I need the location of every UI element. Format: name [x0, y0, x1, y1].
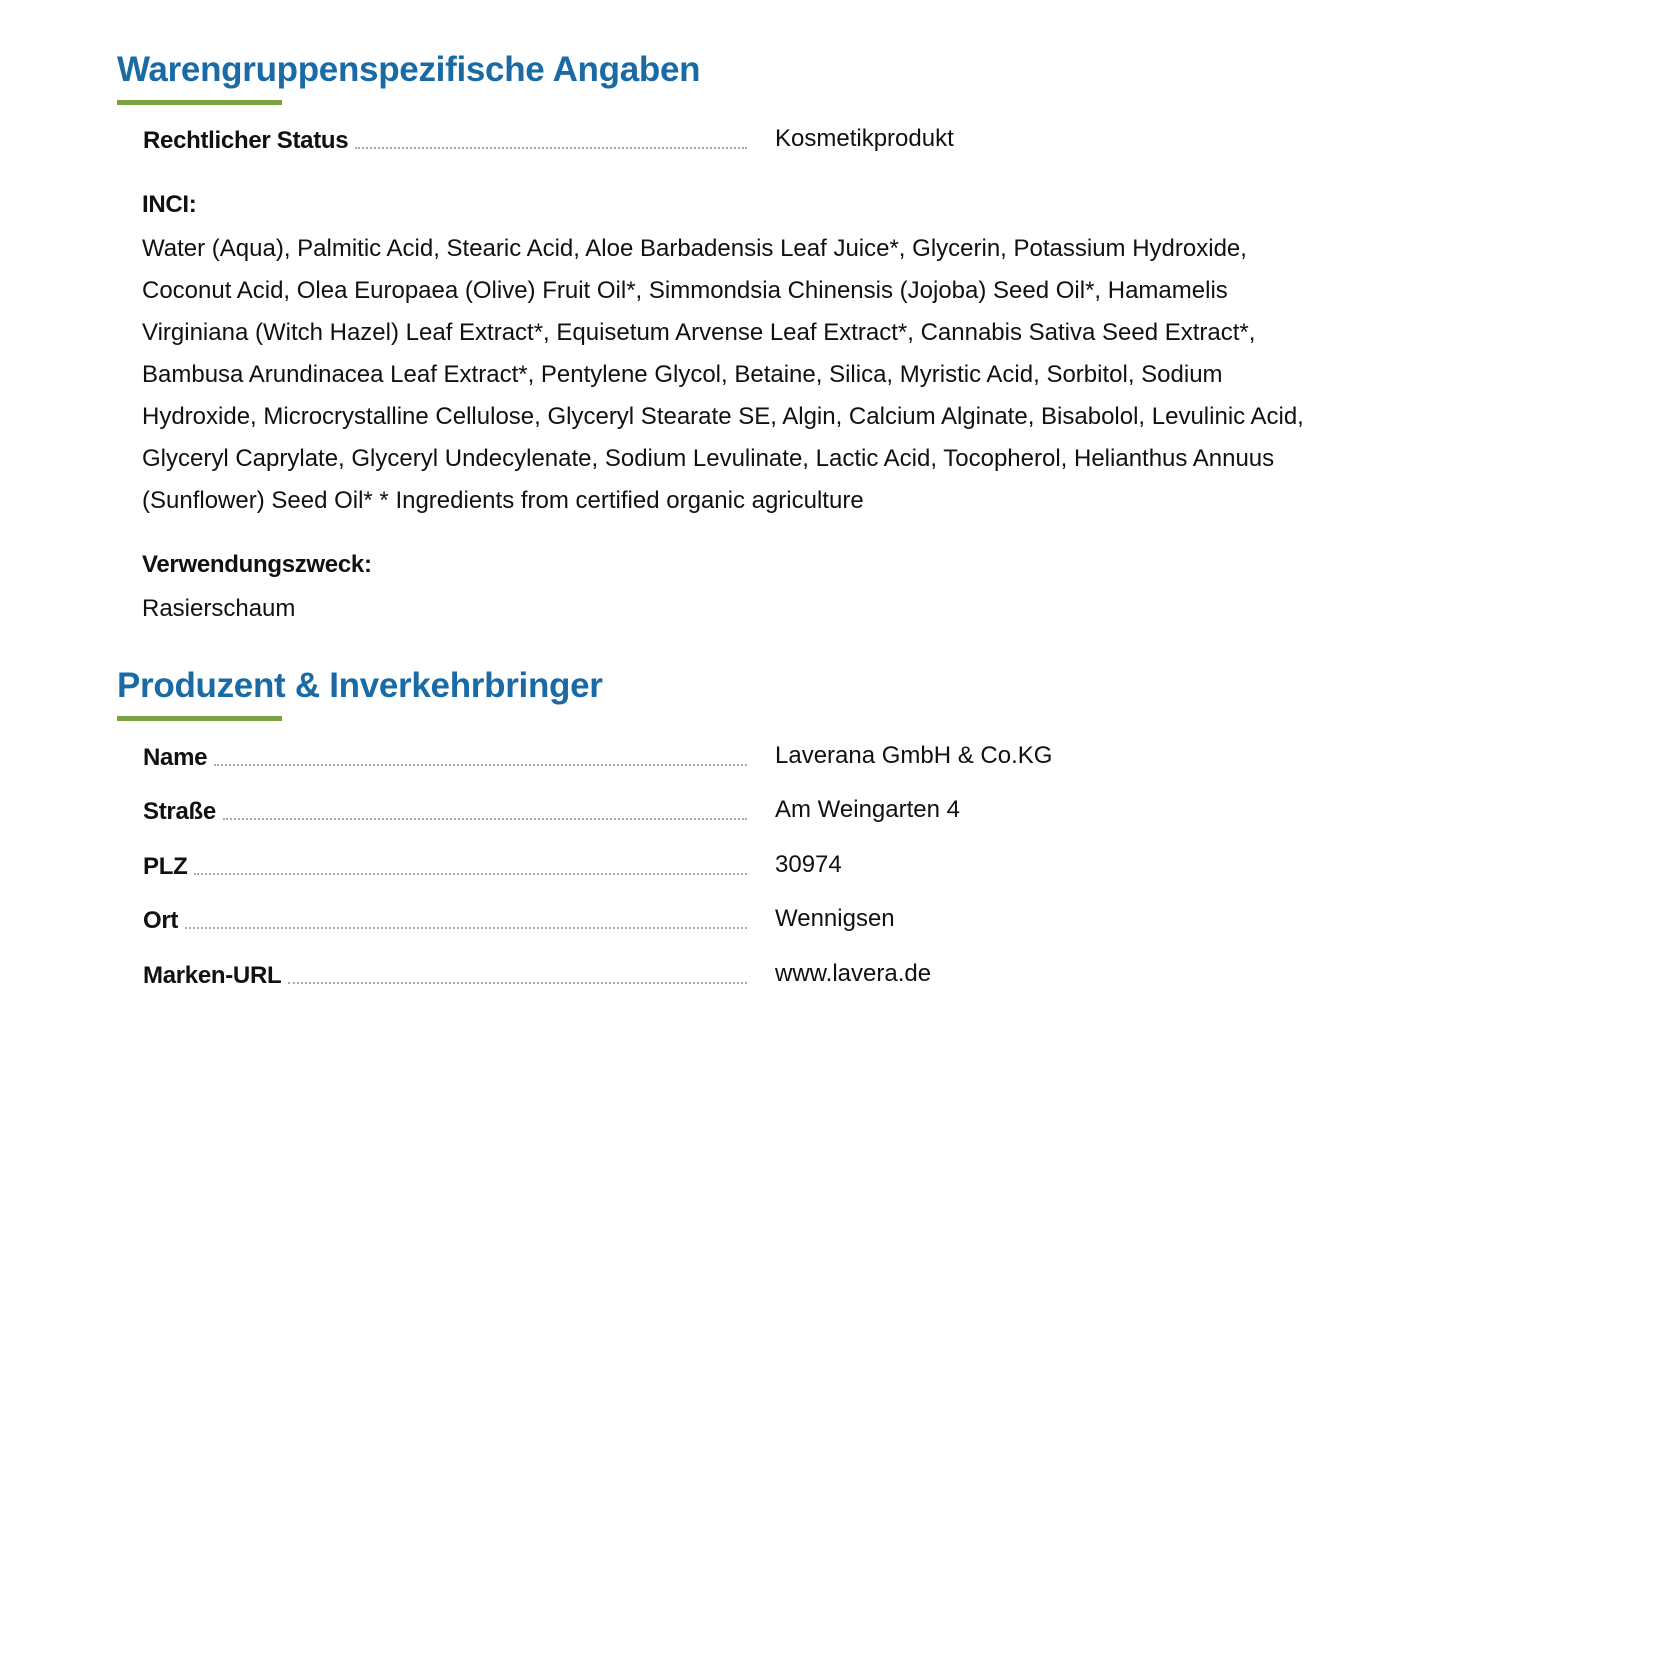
section-title-underline: [117, 100, 282, 105]
leader-dots: [194, 872, 747, 875]
kv-value: Kosmetikprodukt: [775, 125, 954, 152]
section-title-product-group: Warengruppenspezifische Angaben: [117, 50, 701, 89]
section-title-underline: [117, 716, 282, 721]
kv-row-brand-url: [143, 956, 1243, 990]
inci-line: Water (Aqua), Palmitic Acid, Stearic Acid, Aloe Barbadensis Leaf Juice*, Glycerin, Potassium Hydroxide,: [142, 235, 1247, 262]
purpose-label: Verwendungszweck:: [142, 551, 372, 578]
kv-label: Straße: [143, 798, 216, 825]
kv-value: Am Weingarten 4: [775, 796, 960, 823]
kv-label: PLZ: [143, 853, 188, 880]
inci-text: [142, 228, 1382, 522]
kv-label: Ort: [143, 907, 179, 934]
purpose-value: Rasierschaum: [142, 595, 296, 622]
kv-value: Laverana GmbH & Co.KG: [775, 742, 1053, 769]
kv-row-name: [143, 738, 1243, 772]
kv-value-url: www.lavera.de: [775, 960, 932, 987]
kv-row-postal-code: [143, 847, 1243, 881]
inci-line: Hydroxide, Microcrystalline Cellulose, Glyceryl Stearate SE, Algin, Calcium Alginate, Bisabolol, Levulinic Acid,: [142, 403, 1304, 430]
inci-label: INCI:: [142, 191, 197, 218]
inci-line: Virginiana (Witch Hazel) Leaf Extract*, Equisetum Arvense Leaf Extract*, Cannabis Sativa Seed Extract*,: [142, 319, 1256, 346]
section-title-producer: Produzent & Inverkehrbringer: [117, 666, 603, 705]
kv-row-street: [143, 792, 1243, 826]
inci-line: Bambusa Arundinacea Leaf Extract*, Pentylene Glycol, Betaine, Silica, Myristic Acid, Sorbitol, Sodium: [142, 361, 1223, 388]
leader-dots: [223, 817, 747, 820]
kv-value: Wennigsen: [775, 905, 895, 932]
leader-dots: [288, 981, 747, 984]
leader-dots: [185, 926, 747, 929]
kv-label: Marken-URL: [143, 962, 282, 989]
kv-value: 30974: [775, 851, 842, 878]
kv-label: Name: [143, 744, 208, 771]
kv-row-city: [143, 901, 1243, 935]
inci-line: Glyceryl Caprylate, Glyceryl Undecylenate, Sodium Levulinate, Lactic Acid, Tocopherol, Helianthus Annuus: [142, 445, 1275, 472]
inci-line: (Sunflower) Seed Oil* * Ingredients from certified organic agriculture: [142, 487, 864, 514]
inci-line: Coconut Acid, Olea Europaea (Olive) Fruit Oil*, Simmondsia Chinensis (Jojoba) Seed Oil*, Hamamelis: [142, 277, 1228, 304]
kv-row-legal-status: [143, 121, 1243, 155]
leader-dots: [355, 146, 747, 149]
leader-dots: [214, 763, 747, 766]
kv-label: Rechtlicher Status: [143, 127, 349, 154]
